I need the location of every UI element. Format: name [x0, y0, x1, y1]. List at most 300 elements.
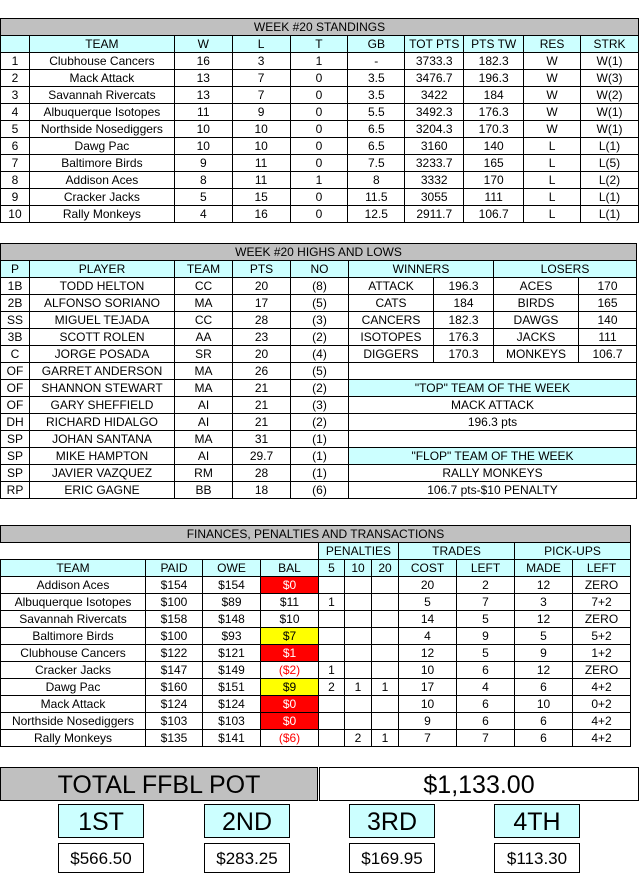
finance-cell: 6 — [515, 679, 573, 696]
finance-cell: $93 — [203, 628, 261, 645]
finance-cell: $100 — [146, 628, 203, 645]
finance-cell — [319, 730, 345, 747]
finance-team-name: Savannah Rivercats — [1, 611, 146, 628]
standings-cell: 165 — [464, 155, 524, 172]
standings-col-header — [1, 36, 30, 53]
standings-cell: W — [524, 104, 581, 121]
loser-pts: 170 — [579, 278, 637, 295]
player-cell: DH — [1, 414, 30, 431]
finance-cell: 17 — [399, 679, 457, 696]
finances-col-header: 5 — [319, 560, 345, 577]
trades-group-header: TRADES — [399, 543, 515, 560]
place-2-amount: $283.25 — [204, 843, 290, 873]
finance-team-name: Mack Attack — [1, 696, 146, 713]
standings-col-header: L — [232, 36, 290, 53]
player-cell: 21 — [233, 414, 291, 431]
loser-team: BIRDS — [494, 295, 579, 312]
balance-cell: $0 — [261, 577, 319, 594]
finances-row — [1, 696, 631, 713]
standings-cell: 11 — [232, 172, 290, 189]
standings-cell: 3204.3 — [405, 121, 464, 138]
balance-cell: ($2) — [261, 662, 319, 679]
standings-cell: 0 — [290, 155, 348, 172]
finance-cell — [372, 645, 399, 662]
standings-cell: 3476.7 — [405, 70, 464, 87]
player-cell: 21 — [233, 380, 291, 397]
player-cell: MA — [175, 431, 233, 448]
standings-cell: 11.5 — [348, 189, 405, 206]
standings-cell: 5.5 — [348, 104, 405, 121]
balance-cell: $7 — [261, 628, 319, 645]
loser-team: MONKEYS — [494, 346, 579, 363]
finance-cell: $154 — [146, 577, 203, 594]
standings-cell: 5 — [174, 189, 232, 206]
player-name: RICHARD HIDALGO — [30, 414, 175, 431]
standings-cell: W(2) — [581, 87, 639, 104]
standings-cell: 7 — [1, 155, 30, 172]
finance-cell: $103 — [146, 713, 203, 730]
standings-cell: W — [524, 70, 581, 87]
winner-pts: 176.3 — [434, 329, 494, 346]
player-cell: OF — [1, 363, 30, 380]
finances-row — [1, 730, 631, 747]
finance-cell: $100 — [146, 594, 203, 611]
standings-cell: 11 — [232, 155, 290, 172]
finance-cell — [345, 577, 372, 594]
standings-row — [1, 104, 639, 121]
standings-cell: L(5) — [581, 155, 639, 172]
finance-cell: $141 — [203, 730, 261, 747]
player-cell: (5) — [291, 295, 349, 312]
flop-team-name: RALLY MONKEYS — [349, 465, 637, 482]
finance-cell: 4+2 — [573, 679, 631, 696]
finance-cell — [319, 645, 345, 662]
finance-cell: 6 — [457, 696, 515, 713]
place-4-label: 4TH — [494, 804, 580, 838]
player-row — [1, 380, 637, 397]
player-cell: 20 — [233, 278, 291, 295]
finance-cell: $158 — [146, 611, 203, 628]
standings-cell: 2911.7 — [405, 206, 464, 223]
standings-cell: 8 — [348, 172, 405, 189]
finance-cell — [372, 594, 399, 611]
standings-cell: L(1) — [581, 138, 639, 155]
highs-col-header: PLAYER — [30, 261, 175, 278]
finances-header-row — [1, 560, 631, 577]
standings-row — [1, 70, 639, 87]
player-cell: (3) — [291, 397, 349, 414]
finances-row — [1, 611, 631, 628]
player-cell: CC — [175, 278, 233, 295]
standings-cell: 4 — [174, 206, 232, 223]
finance-cell: 2 — [457, 577, 515, 594]
player-cell: AI — [175, 397, 233, 414]
standings-cell: 0 — [290, 104, 348, 121]
place-4-amount: $113.30 — [494, 843, 580, 873]
finances-row — [1, 577, 631, 594]
player-cell: 2B — [1, 295, 30, 312]
finances-group-header-row — [1, 543, 631, 560]
standings-col-header: TEAM — [29, 36, 174, 53]
place-1-label: 1ST — [58, 804, 144, 838]
winner-team: ISOTOPES — [349, 329, 434, 346]
player-cell: 3B — [1, 329, 30, 346]
finance-team-name: Northside Nosediggers — [1, 713, 146, 730]
standings-cell: 0 — [290, 189, 348, 206]
finance-cell: $122 — [146, 645, 203, 662]
finances-col-header: BAL — [261, 560, 319, 577]
place-2-label: 2ND — [204, 804, 290, 838]
finances-col-header: 10 — [345, 560, 372, 577]
finance-team-name: Addison Aces — [1, 577, 146, 594]
finance-cell — [372, 577, 399, 594]
team-name: Cracker Jacks — [29, 189, 174, 206]
player-name: MIGUEL TEJADA — [30, 312, 175, 329]
finance-cell: 9 — [399, 713, 457, 730]
finance-cell: ZERO — [573, 577, 631, 594]
standings-cell: 6.5 — [348, 121, 405, 138]
standings-title: WEEK #20 STANDINGS — [1, 19, 639, 36]
standings-row — [1, 189, 639, 206]
finance-team-name: Dawg Pac — [1, 679, 146, 696]
standings-cell: 13 — [174, 87, 232, 104]
finance-cell: $124 — [146, 696, 203, 713]
finance-cell: 6 — [515, 713, 573, 730]
standings-cell: 3 — [232, 53, 290, 70]
player-cell: 17 — [233, 295, 291, 312]
team-name: Albuquerque Isotopes — [29, 104, 174, 121]
standings-cell: 140 — [464, 138, 524, 155]
standings-cell: 3160 — [405, 138, 464, 155]
finance-cell: 9 — [457, 628, 515, 645]
finance-cell: 1 — [319, 594, 345, 611]
player-cell: (8) — [291, 278, 349, 295]
balance-cell: $10 — [261, 611, 319, 628]
standings-cell: 16 — [232, 206, 290, 223]
loser-pts: 165 — [579, 295, 637, 312]
finance-cell: $149 — [203, 662, 261, 679]
team-name: Baltimore Birds — [29, 155, 174, 172]
finance-team-name: Clubhouse Cancers — [1, 645, 146, 662]
player-cell: (1) — [291, 431, 349, 448]
finance-team-name: Albuquerque Isotopes — [1, 594, 146, 611]
finance-cell: 4+2 — [573, 713, 631, 730]
standings-cell: 176.3 — [464, 104, 524, 121]
standings-cell: 1 — [290, 172, 348, 189]
player-row — [1, 465, 637, 482]
player-cell: SP — [1, 448, 30, 465]
standings-cell: 15 — [232, 189, 290, 206]
finance-team-name: Cracker Jacks — [1, 662, 146, 679]
standings-cell: 184 — [464, 87, 524, 104]
player-cell: (4) — [291, 346, 349, 363]
highs-lows-table — [0, 243, 637, 499]
standings-cell: 0 — [290, 206, 348, 223]
standings-cell: 7.5 — [348, 155, 405, 172]
highs-col-header: TEAM — [175, 261, 233, 278]
player-cell: SS — [1, 312, 30, 329]
player-cell: BB — [175, 482, 233, 499]
standings-cell: 9 — [1, 189, 30, 206]
player-row — [1, 363, 637, 380]
player-cell: SP — [1, 465, 30, 482]
standings-cell: 9 — [232, 104, 290, 121]
finance-cell — [319, 696, 345, 713]
place-1-amount: $566.50 — [58, 843, 144, 873]
standings-cell: W — [524, 121, 581, 138]
balance-cell: ($6) — [261, 730, 319, 747]
finance-cell: 7+2 — [573, 594, 631, 611]
finances-col-header: LEFT — [457, 560, 515, 577]
standings-cell: 7 — [232, 70, 290, 87]
player-row — [1, 414, 637, 431]
player-cell: (3) — [291, 312, 349, 329]
player-cell: CC — [175, 312, 233, 329]
finances-col-header: LEFT — [573, 560, 631, 577]
balance-cell: $1 — [261, 645, 319, 662]
standings-cell: 0 — [290, 70, 348, 87]
finance-cell — [319, 611, 345, 628]
player-name: JORGE POSADA — [30, 346, 175, 363]
finances-row — [1, 713, 631, 730]
finance-cell: 5+2 — [573, 628, 631, 645]
player-name: MIKE HAMPTON — [30, 448, 175, 465]
finance-cell: $121 — [203, 645, 261, 662]
player-cell: 23 — [233, 329, 291, 346]
player-cell: (5) — [291, 363, 349, 380]
winner-team: DIGGERS — [349, 346, 434, 363]
player-row — [1, 329, 637, 346]
finance-cell — [345, 611, 372, 628]
finances-row — [1, 594, 631, 611]
player-name: JOHAN SANTANA — [30, 431, 175, 448]
finance-cell: 4+2 — [573, 730, 631, 747]
finances-title: FINANCES, PENALTIES AND TRANSACTIONS — [1, 526, 631, 543]
loser-team: JACKS — [494, 329, 579, 346]
finance-cell: 1 — [372, 679, 399, 696]
finance-cell: 1 — [345, 679, 372, 696]
standings-row — [1, 121, 639, 138]
finance-cell: ZERO — [573, 611, 631, 628]
finance-cell: 7 — [399, 730, 457, 747]
winner-pts: 170.3 — [434, 346, 494, 363]
winners-header: WINNERS — [349, 261, 494, 278]
standings-cell: L(1) — [581, 206, 639, 223]
player-row — [1, 448, 637, 465]
finances-col-header: OWE — [203, 560, 261, 577]
player-name: ERIC GAGNE — [30, 482, 175, 499]
standings-cell: 9 — [174, 155, 232, 172]
team-name: Savannah Rivercats — [29, 87, 174, 104]
player-cell: 1B — [1, 278, 30, 295]
finance-cell: 7 — [457, 594, 515, 611]
standings-cell: 196.3 — [464, 70, 524, 87]
balance-cell: $0 — [261, 713, 319, 730]
standings-cell: 182.3 — [464, 53, 524, 70]
standings-row — [1, 172, 639, 189]
finance-cell — [319, 577, 345, 594]
standings-cell: 3733.3 — [405, 53, 464, 70]
finance-team-name: Rally Monkeys — [1, 730, 146, 747]
standings-cell: W — [524, 87, 581, 104]
player-cell: MA — [175, 363, 233, 380]
standings-cell: 10 — [232, 121, 290, 138]
standings-cell: 10 — [232, 138, 290, 155]
highs-col-header: P — [1, 261, 30, 278]
standings-cell: 3422 — [405, 87, 464, 104]
finances-row — [1, 662, 631, 679]
penalties-group-header: PENALTIES — [319, 543, 399, 560]
finances-row — [1, 679, 631, 696]
flop-team-title: "FLOP" TEAM OF THE WEEK — [349, 448, 637, 465]
finance-cell — [372, 696, 399, 713]
balance-cell: $0 — [261, 696, 319, 713]
finances-col-header: MADE — [515, 560, 573, 577]
player-cell: 21 — [233, 397, 291, 414]
highs-header-row — [1, 261, 637, 278]
finance-cell: 1 — [372, 730, 399, 747]
pot-label: TOTAL FFBL POT — [0, 767, 318, 801]
standings-cell: L(1) — [581, 189, 639, 206]
finance-cell: 14 — [399, 611, 457, 628]
standings-header-row — [1, 36, 639, 53]
finance-cell — [319, 628, 345, 645]
standings-cell: 10 — [1, 206, 30, 223]
player-cell: (6) — [291, 482, 349, 499]
place-3-label: 3RD — [349, 804, 435, 838]
finance-cell: 6 — [457, 662, 515, 679]
player-name: SCOTT ROLEN — [30, 329, 175, 346]
finance-cell: 10 — [515, 696, 573, 713]
standings-col-header: RES — [524, 36, 581, 53]
standings-cell: 10 — [174, 138, 232, 155]
player-cell: (1) — [291, 465, 349, 482]
player-name: GARRET ANDERSON — [30, 363, 175, 380]
finance-cell: 6 — [457, 713, 515, 730]
standings-col-header: GB — [348, 36, 405, 53]
finance-cell: $135 — [146, 730, 203, 747]
standings-cell: 170.3 — [464, 121, 524, 138]
finance-cell: 12 — [399, 645, 457, 662]
player-name: JAVIER VAZQUEZ — [30, 465, 175, 482]
standings-cell: 3.5 — [348, 87, 405, 104]
highs-title: WEEK #20 HIGHS AND LOWS — [1, 244, 637, 261]
standings-row — [1, 53, 639, 70]
top-team-title: "TOP" TEAM OF THE WEEK — [349, 380, 637, 397]
player-cell: SR — [175, 346, 233, 363]
standings-col-header: PTS TW — [464, 36, 524, 53]
pickups-group-header: PICK-UPS — [515, 543, 631, 560]
finance-cell: 4 — [399, 628, 457, 645]
finance-cell: $147 — [146, 662, 203, 679]
player-cell: 26 — [233, 363, 291, 380]
player-cell: OF — [1, 380, 30, 397]
team-name: Northside Nosediggers — [29, 121, 174, 138]
loser-pts: 140 — [579, 312, 637, 329]
standings-col-header: T — [290, 36, 348, 53]
finance-cell: 5 — [457, 645, 515, 662]
standings-cell: 11 — [174, 104, 232, 121]
player-row — [1, 278, 637, 295]
standings-row — [1, 206, 639, 223]
standings-cell: 6.5 — [348, 138, 405, 155]
standings-cell: L — [524, 189, 581, 206]
standings-cell: 3492.3 — [405, 104, 464, 121]
flop-team-pts: 106.7 pts-$10 PENALTY — [349, 482, 637, 499]
standings-col-header: W — [174, 36, 232, 53]
highs-col-header: NO — [291, 261, 349, 278]
finance-cell: 12 — [515, 577, 573, 594]
finance-cell: 7 — [457, 730, 515, 747]
finance-cell: 20 — [399, 577, 457, 594]
standings-cell: W — [524, 53, 581, 70]
finance-cell — [345, 594, 372, 611]
finance-cell — [319, 713, 345, 730]
standings-cell: 16 — [174, 53, 232, 70]
player-name: GARY SHEFFIELD — [30, 397, 175, 414]
standings-cell: 0 — [290, 87, 348, 104]
finance-cell: ZERO — [573, 662, 631, 679]
winner-pts: 182.3 — [434, 312, 494, 329]
standings-col-header: STRK — [581, 36, 639, 53]
standings-cell: W(1) — [581, 53, 639, 70]
winner-team: ATTACK — [349, 278, 434, 295]
player-cell: C — [1, 346, 30, 363]
finance-cell: $124 — [203, 696, 261, 713]
team-name: Rally Monkeys — [29, 206, 174, 223]
player-cell: (1) — [291, 448, 349, 465]
standings-cell: 3233.7 — [405, 155, 464, 172]
finance-cell: 5 — [457, 611, 515, 628]
player-cell: 31 — [233, 431, 291, 448]
finances-table — [0, 525, 631, 747]
finances-col-header: COST — [399, 560, 457, 577]
finance-cell — [372, 628, 399, 645]
standings-cell: 106.7 — [464, 206, 524, 223]
player-cell: (2) — [291, 380, 349, 397]
finance-cell: $151 — [203, 679, 261, 696]
standings-cell: 170 — [464, 172, 524, 189]
standings-cell: W(1) — [581, 104, 639, 121]
standings-col-header: TOT PTS — [405, 36, 464, 53]
standings-row — [1, 138, 639, 155]
standings-cell: 3.5 — [348, 70, 405, 87]
standings-cell: L — [524, 172, 581, 189]
standings-cell: 0 — [290, 138, 348, 155]
player-cell: 28 — [233, 465, 291, 482]
player-name: SHANNON STEWART — [30, 380, 175, 397]
standings-cell: 13 — [174, 70, 232, 87]
standings-row — [1, 87, 639, 104]
team-name: Mack Attack — [29, 70, 174, 87]
standings-row — [1, 155, 639, 172]
finance-cell: 1 — [319, 662, 345, 679]
finances-col-header: TEAM — [1, 560, 146, 577]
finance-cell — [345, 713, 372, 730]
finance-cell: 2 — [319, 679, 345, 696]
finance-cell: 6 — [515, 730, 573, 747]
winner-pts: 184 — [434, 295, 494, 312]
team-name: Clubhouse Cancers — [29, 53, 174, 70]
player-cell: MA — [175, 380, 233, 397]
winner-pts: 196.3 — [434, 278, 494, 295]
team-name: Dawg Pac — [29, 138, 174, 155]
finance-cell — [345, 645, 372, 662]
finance-cell: $160 — [146, 679, 203, 696]
finance-cell: 10 — [399, 696, 457, 713]
standings-cell: 1 — [290, 53, 348, 70]
player-name: TODD HELTON — [30, 278, 175, 295]
